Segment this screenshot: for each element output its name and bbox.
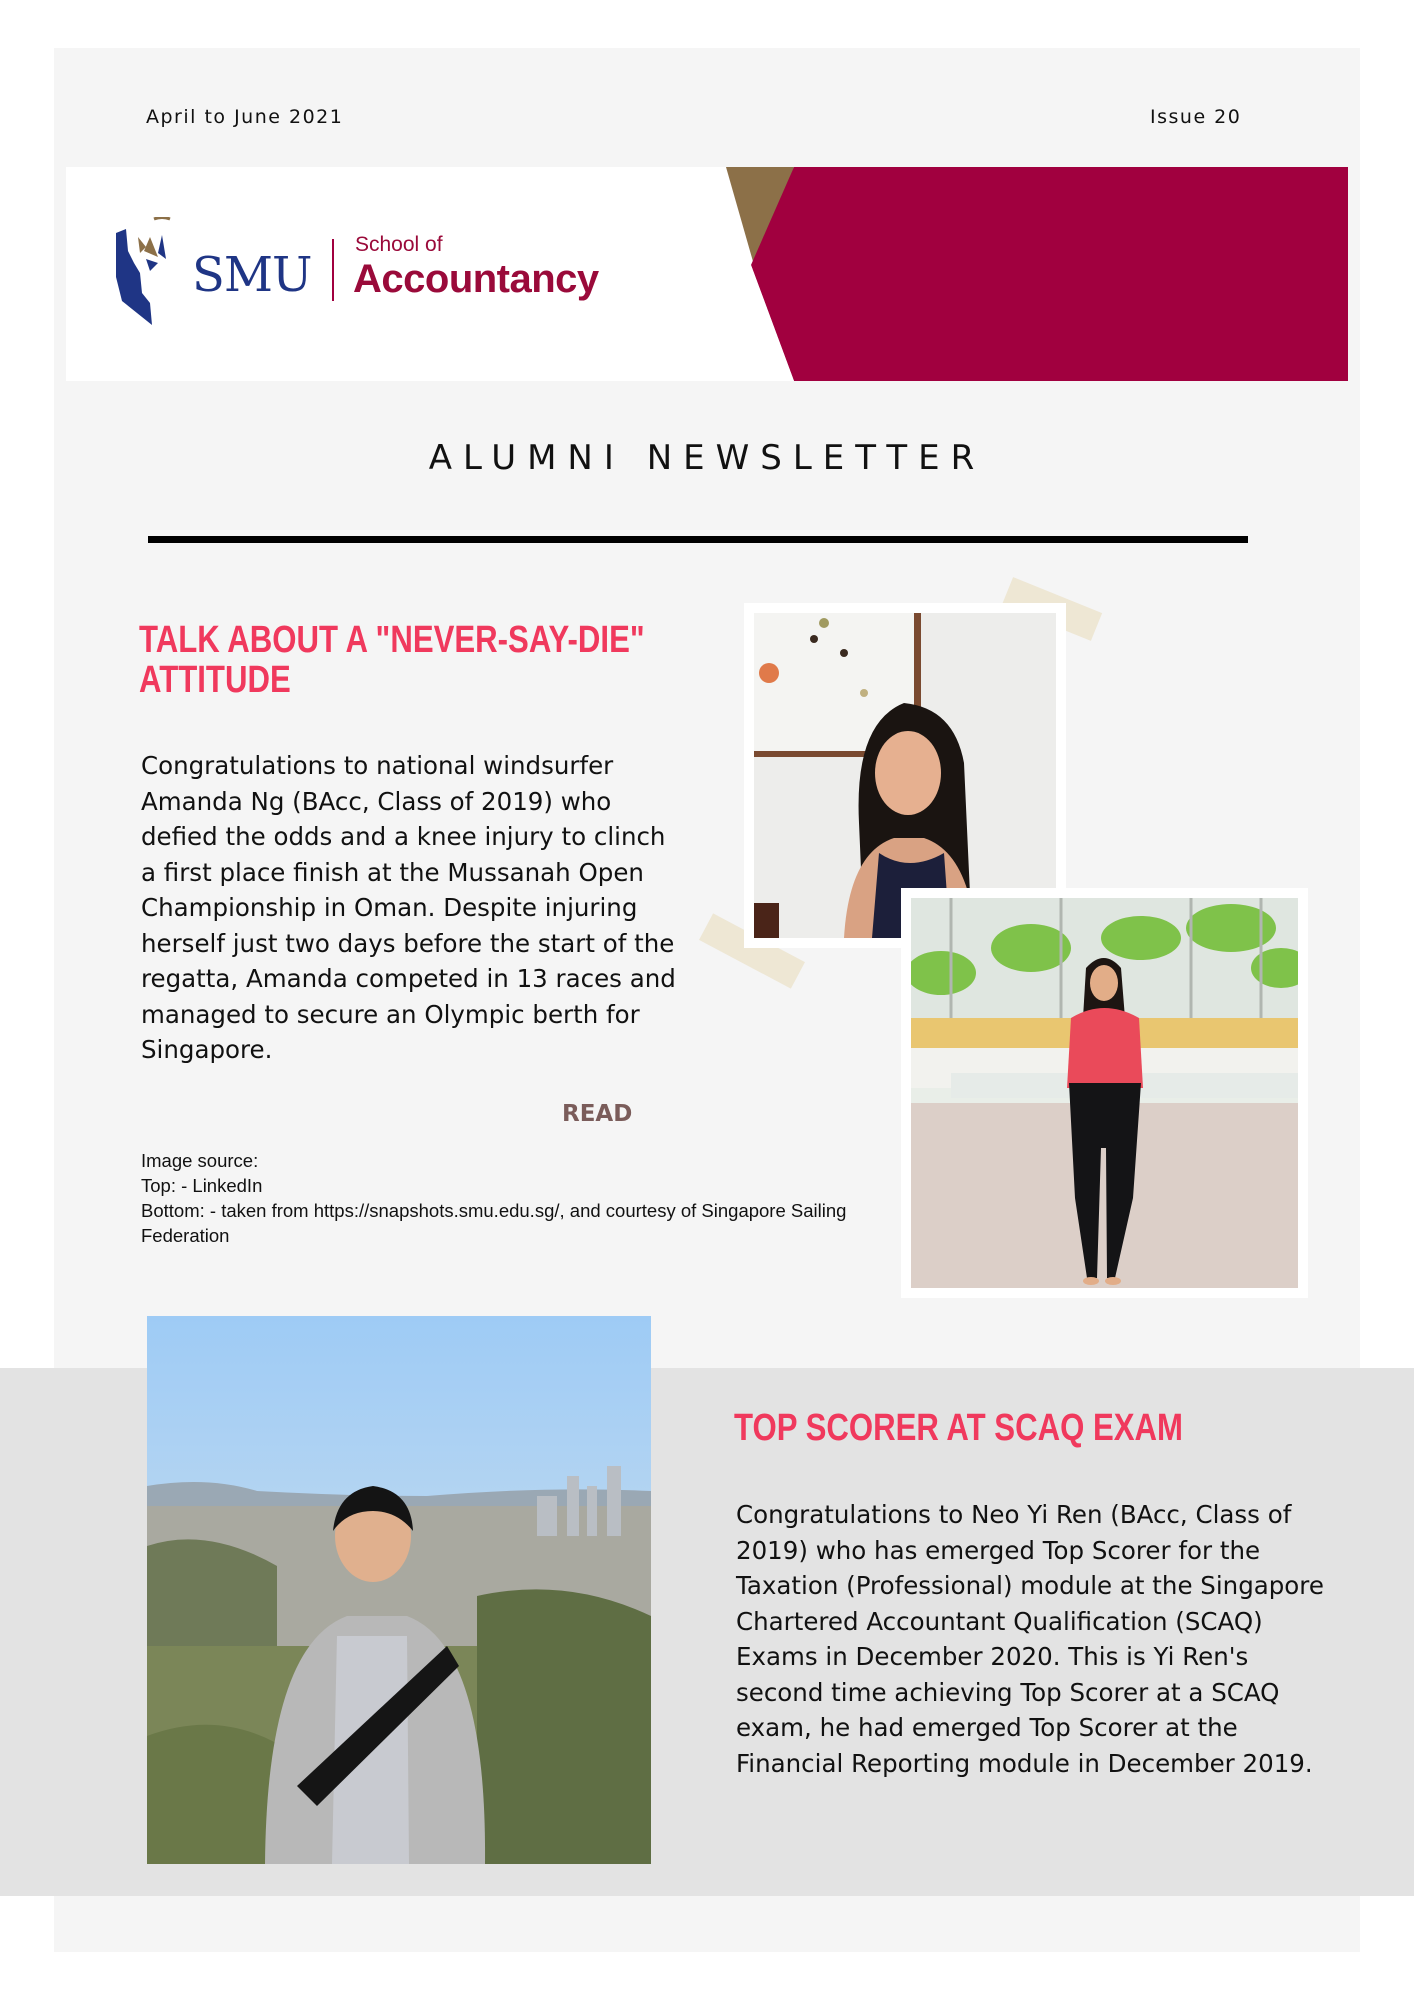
amanda-sailing-frame [901, 888, 1308, 1298]
image-source-bottom: Bottom: - taken from https://snapshots.smu.edu.sg/, and courtesy of Singapore Sailing Federation [141, 1200, 847, 1246]
article1-body: Congratulations to national windsurfer Amanda Ng (BAcc, Class of 2019) who defied the odds and a knee injury to clinch a first place finish at the Mussanah Open Championship in Oman. Despite injuring herself just two days before the start of the regatta, Amanda competed in 13 races and managed to secure an Olympic berth for Singapore. [141, 751, 676, 1064]
article2-body: Congratulations to Neo Yi Ren (BAcc, Class of 2019) who has emerged Top Scorer for the Taxation (Professional) module at the Singapore Chartered Accountant Qualification (SCAQ) Exams in December 2020. This is Yi Ren's second time achieving Top Scorer at a SCAQ exam, he had emerged Top Scorer at the Financial Reporting module in December 2019. [736, 1500, 1324, 1778]
smu-logo-icon [114, 217, 186, 327]
header-banner [66, 167, 1348, 381]
article1-heading: TALK ABOUT A "NEVER-SAY-DIE" ATTITUDE [139, 619, 645, 701]
title-divider [148, 536, 1248, 543]
article2-heading: TOP SCORER AT SCAQ EXAM [734, 1407, 1184, 1449]
smu-wordmark: SMU [192, 247, 312, 303]
amanda-sailing-photo [911, 898, 1298, 1288]
neo-yi-ren-photo [147, 1316, 651, 1864]
issue-number: Issue 20 [1150, 106, 1242, 128]
image-credits [141, 1148, 881, 1248]
newsletter-title: ALUMNI NEWSLETTER [428, 438, 986, 478]
school-of-label: School of [355, 233, 443, 256]
issue-period: April to June 2021 [146, 106, 344, 128]
school-name: Accountancy [353, 257, 599, 301]
image-source-label: Image source: [141, 1150, 259, 1171]
logo-divider [332, 239, 334, 301]
read-link[interactable]: READ [562, 1101, 633, 1127]
image-source-top: Top: - LinkedIn [141, 1175, 263, 1196]
